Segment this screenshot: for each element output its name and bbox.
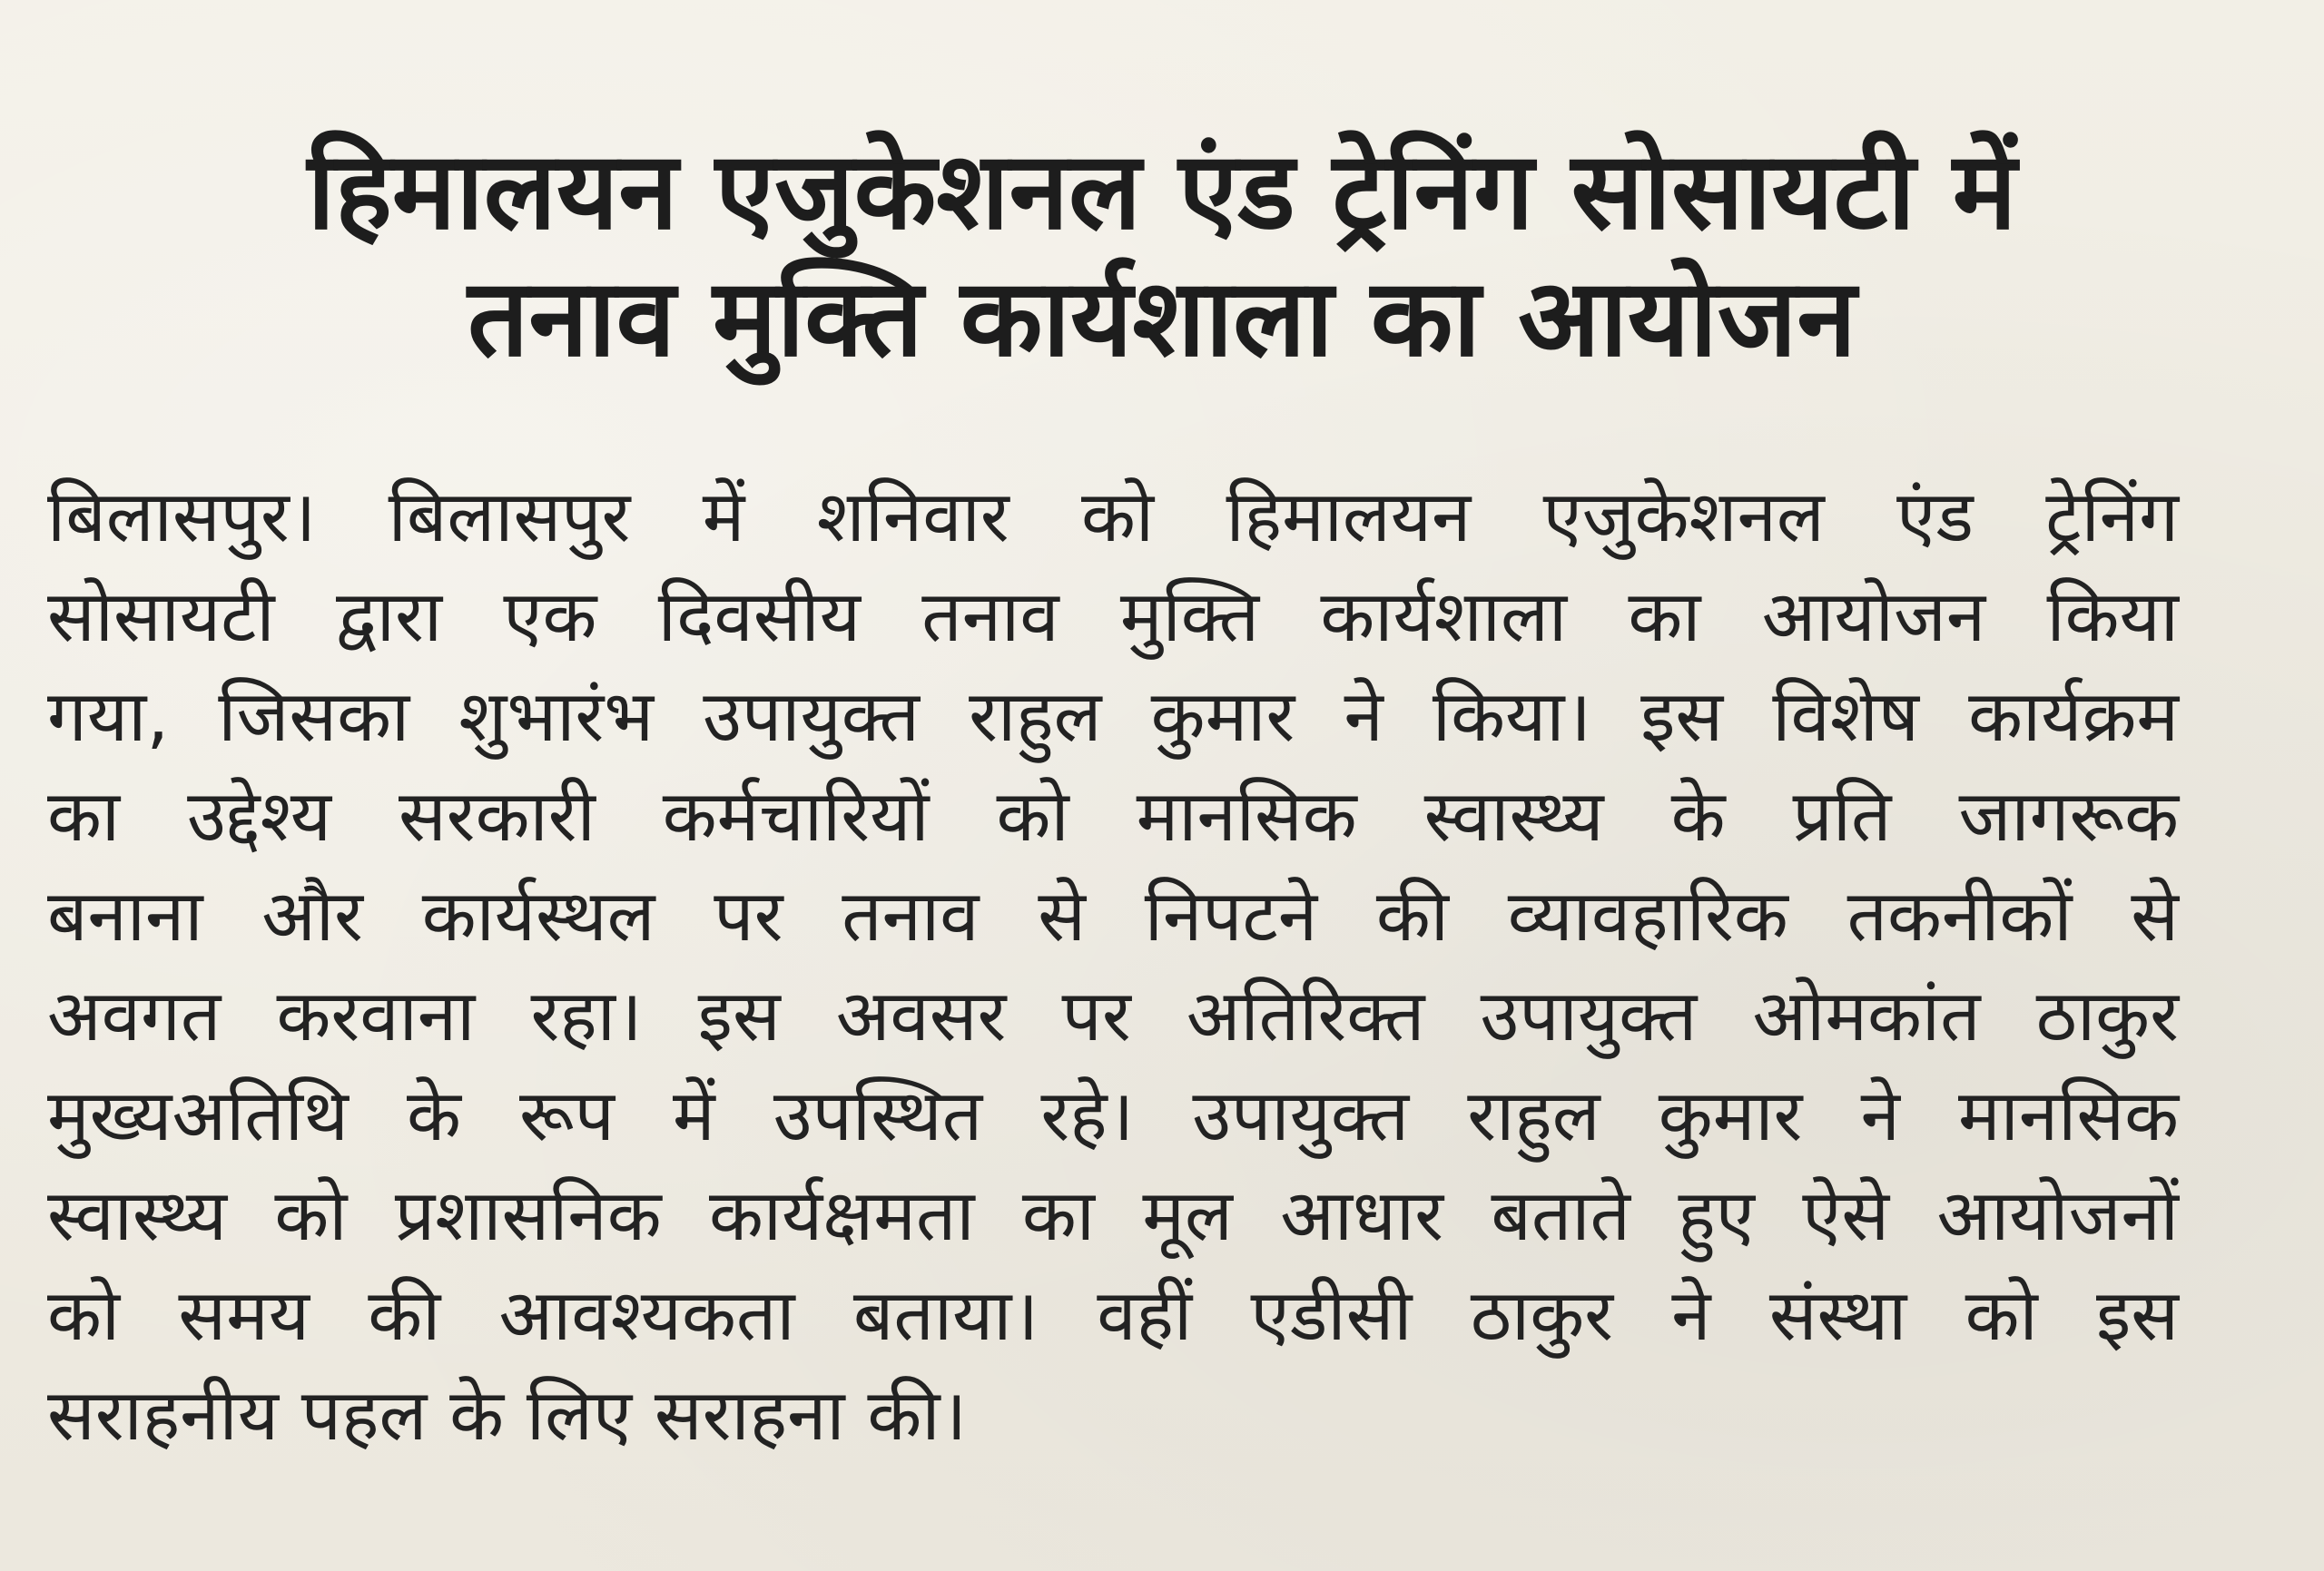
body-line: बिलासपुर। बिलासपुर में शनिवार को हिमालयन एजुकेशनल एंड ट्रेनिंग: [47, 476, 2179, 558]
body-line: स्वास्थ्य को प्रशासनिक कार्यक्षमता का मूल आधार बताते हुए ऐसे आयोजनों: [47, 1175, 2179, 1257]
body-line: का उद्देश्य सरकारी कर्मचारियों को मानसिक स्वास्थ्य के प्रति जागरूक: [47, 776, 2179, 858]
headline-line-2: तनाव मुक्ति कार्यशाला का आयोजन: [468, 254, 1856, 380]
body-line: गया, जिसका शुभारंभ उपायुक्त राहुल कुमार ने किया। इस विशेष कार्यक्रम: [47, 676, 2179, 758]
body-line: सोसायटी द्वारा एक दिवसीय तनाव मुक्ति कार्यशाला का आयोजन किया: [47, 576, 2179, 658]
body-line: बनाना और कार्यस्थल पर तनाव से निपटने की व्यावहारिक तकनीकों से: [47, 876, 2179, 957]
body-line: अवगत करवाना रहा। इस अवसर पर अतिरिक्त उपायुक्त ओमकांत ठाकुर: [47, 976, 2179, 1057]
article-headline: [91, 128, 2233, 380]
body-line-last: सराहनीय पहल के लिए सराहना की।: [47, 1375, 968, 1457]
headline-line-1: हिमालयन एजुकेशनल एंड ट्रेनिंग सोसायटी में: [307, 128, 2017, 254]
article-body: [47, 467, 2179, 1466]
body-line: मुख्यअतिथि के रूप में उपस्थित रहे। उपायुक्त राहुल कुमार ने मानसिक: [47, 1075, 2179, 1157]
body-line: को समय की आवश्यकता बताया। वहीं एडीसी ठाकुर ने संस्था को इस: [47, 1275, 2179, 1357]
